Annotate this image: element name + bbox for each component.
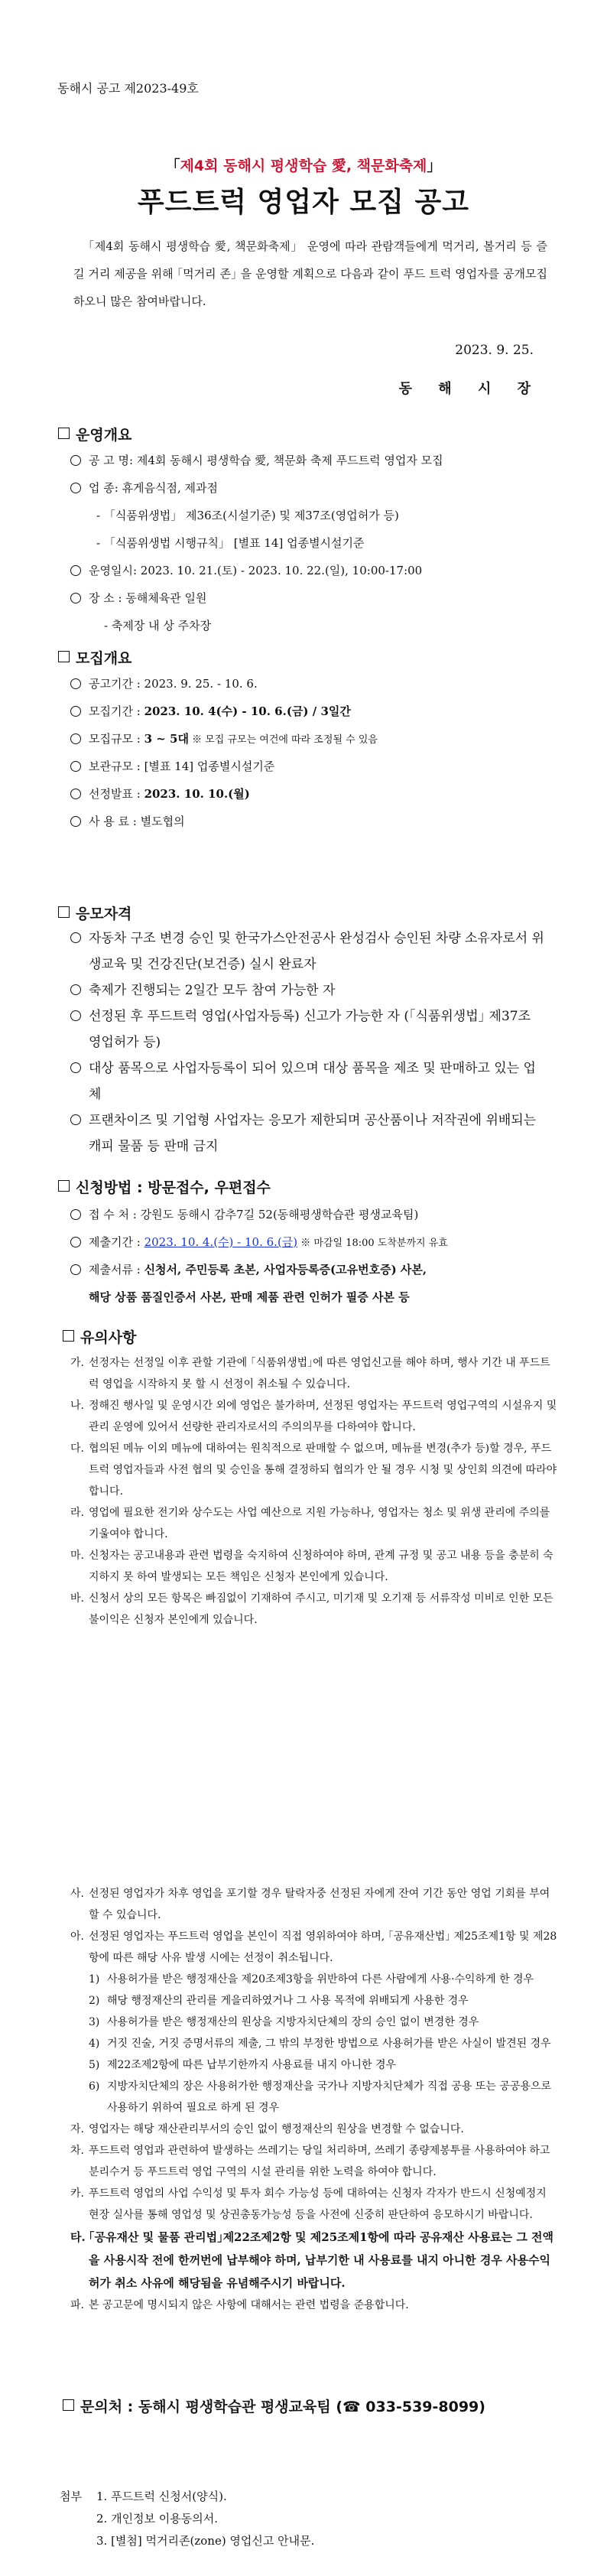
- contact-text: 문의처 : 동해시 평생학습관 평생교육팀 (☎ 033-539-8099): [80, 2399, 485, 2415]
- recruit-announce-value: 2023. 10. 10.(월): [144, 787, 250, 801]
- subtitle-open: 「: [165, 158, 180, 174]
- circle-bullet-icon: [70, 678, 81, 689]
- circle-bullet-icon: [70, 984, 81, 995]
- attachment-item: 3. [별첨] 먹거리존(zone) 영업신고 안내문.: [96, 2534, 315, 2548]
- recruit-text: 모집기간 :: [89, 704, 144, 718]
- circle-bullet-icon: [70, 733, 81, 744]
- apply-documents-cont: 해당 상품 품질인증서 사본, 판매 제품 관련 인허가 필증 사본 등: [89, 1290, 410, 1304]
- note-item: [70, 2183, 560, 2226]
- note-text: 선정된 영업자가 차후 영업을 포기할 경우 탈락자중 선정된 자에게 잔여 기간 동안 영업 기회를 부여할 수 있습니다.: [89, 1888, 550, 1921]
- section-operation-heading: [58, 424, 131, 444]
- op-item-datetime: [70, 563, 422, 578]
- note-subitem: [89, 1969, 560, 1990]
- attachments-block: [60, 2486, 314, 2552]
- apply-period: [70, 1234, 448, 1251]
- note-item: [70, 1352, 560, 1395]
- section-notes-heading: [63, 1326, 136, 1347]
- op-item-text: 장 소 : 동해체육관 일원: [89, 591, 207, 605]
- note-marker: 사.: [70, 1888, 84, 1900]
- section-eligibility-heading: [58, 903, 131, 923]
- apply-documents: [70, 1262, 427, 1277]
- note-marker: 가.: [70, 1357, 84, 1369]
- signer: 동 해 시 장: [398, 381, 541, 397]
- op-item-law2: - 「식품위생법 시행규칙」 [별표 14] 업종별시설기준: [96, 536, 365, 550]
- note-item: [70, 1438, 560, 1502]
- op-item-type: [70, 480, 218, 496]
- section-title: 신청방법 : 방문접수, 우편접수: [76, 1179, 271, 1196]
- apply-period-note: ※ 마감일 18:00 도착분까지 유효: [297, 1238, 448, 1249]
- note-subitem: [89, 2054, 560, 2076]
- attachments-list: [96, 2486, 314, 2552]
- note-marker: 3): [89, 2016, 100, 2028]
- recruit-storage-value: [별표 14] 업종별시설기준: [144, 759, 275, 773]
- note-text: 거짓 진술, 거짓 증명서류의 제출, 그 밖의 부정한 방법으로 사용허가를 받은 사실이 발견된 경우: [107, 2038, 551, 2050]
- note-item: [70, 2119, 560, 2140]
- note-marker: 라.: [70, 1507, 84, 1519]
- recruit-period-value: 2023. 10. 4(수) - 10. 6.(금) / 3일간: [144, 704, 351, 718]
- recruit-text: 공고기간 : 2023. 9. 25. - 10. 6.: [89, 677, 258, 691]
- circle-bullet-icon: [70, 761, 81, 772]
- section-title: 응모자격: [76, 906, 132, 922]
- section-title: 운영개요: [76, 427, 132, 444]
- apply-documents-value: 신청서, 주민등록 초본, 사업자등록증(고유번호증) 사본,: [144, 1263, 427, 1277]
- recruit-scale-value: 3 ~ 5대: [144, 732, 189, 746]
- op-item-law1: - 「식품위생법」 제36조(시설기준) 및 제37조(영업허가 등): [96, 509, 399, 522]
- notice-date: 2023. 9. 25.: [455, 343, 534, 358]
- note-marker: 다.: [70, 1442, 84, 1455]
- note-marker: 자.: [70, 2123, 84, 2135]
- attachments: [60, 2486, 314, 2552]
- circle-bullet-icon: [70, 1237, 81, 1247]
- section-apply-heading: [58, 1176, 271, 1197]
- note-item: [70, 1883, 560, 1926]
- note-marker: 차.: [70, 2145, 84, 2157]
- note-text: ｢공유재산 및 물품 관리법｣제22조제2항 및 제25조제1항에 따라 공유재산 사용료는 그 전액을 사용시작 전에 한꺼번에 납부해야 하며, 납부기한 내 사용료를 내지 아니한 경우 사용수익 허가 취소 사유에 해당됨을 유념해주시기 바랍니다.: [89, 2230, 554, 2290]
- eligibility-text: 대상 품목으로 사업자등록이 되어 있으며 대상 품목을 제조 및 판매하고 있는 업체: [89, 1061, 536, 1102]
- note-text: 신청서 상의 모든 항목은 빠짐없이 기재하여 주시고, 미기재 및 오기재 등 서류작성 미비로 인한 모든 불이익은 신청자 본인에게 있습니다.: [89, 1592, 553, 1626]
- note-text: 푸드트럭 영업의 사업 수익성 및 투자 회수 가능성 등에 대하여는 신청자 각자가 반드시 신청예정지 현장 실사를 통해 영업성 및 상권총동가능성 등을 사전에 신중히 판단하여 응모하시기 바랍니다.: [89, 2187, 547, 2221]
- note-text: 본 공고문에 명시되지 않은 사항에 대해서는 관련 법령을 준용합니다.: [89, 2299, 409, 2311]
- note-text: 영업자는 해당 재산관리부서의 승인 없이 행정재산의 원상을 변경할 수 없습니다.: [89, 2123, 464, 2135]
- apply-text: 제출기간 :: [89, 1235, 144, 1249]
- note-subitem: [89, 2033, 560, 2054]
- eligibility-item: [70, 925, 544, 977]
- note-item: [70, 1588, 560, 1631]
- note-text: 정해진 행사일 및 운영시간 외에 영업은 불가하며, 선정된 영업자는 푸드트럭 영업구역의 시설유지 및 관리 운영에 있어서 선량한 관리자로서의 주의의무를 다하여야 합니다.: [89, 1400, 557, 1433]
- recruit-text: 사 용 료 : 별도협의: [89, 815, 185, 828]
- note-text: 해당 행정재산의 관리를 게을리하였거나 그 사용 목적에 위배되게 사용한 경우: [107, 1995, 469, 2007]
- apply-office: [70, 1207, 418, 1222]
- recruit-storage: [70, 759, 274, 774]
- recruit-text: 선정발표 :: [89, 787, 144, 801]
- note-text: 푸드트럭 영업과 관련하여 발생하는 쓰레기는 당일 처리하며, 쓰레기 종량제봉투를 사용하여야 하고 분리수거 등 푸드트럭 영업 구역의 시설 관리를 위한 노력을 하여야 합니다.: [89, 2145, 550, 2178]
- note-text: 협의된 메뉴 이외 메뉴에 대하여는 원칙적으로 판매할 수 없으며, 메뉴를 변경(추가 등)할 경우, 푸드트럭 영업자들과 사전 협의 및 승인을 통해 결정하되 협의가 안 될 경우 시청 및 상인회 의견에 따라야 합니다.: [89, 1442, 557, 1498]
- eligibility-list: [70, 925, 544, 1160]
- op-item-parking: - 축제장 내 상 주차장: [104, 619, 212, 633]
- recruit-period: [70, 704, 351, 719]
- note-item: [70, 1545, 560, 1588]
- square-icon: [58, 428, 70, 439]
- festival-subtitle: [0, 154, 607, 175]
- circle-bullet-icon: [70, 1264, 81, 1275]
- section-title: 모집개요: [76, 650, 132, 667]
- eligibility-text: 선정된 후 푸드트럭 영업(사업자등록) 신고가 가능한 자 (｢식품위생법｣ 제37조 영업허가 등): [89, 1009, 531, 1050]
- note-subitem: [89, 2012, 560, 2033]
- note-subitem: [89, 2076, 560, 2119]
- circle-bullet-icon: [70, 1010, 81, 1021]
- note-marker: 타.: [70, 2230, 86, 2244]
- circle-bullet-icon: [70, 593, 81, 603]
- eligibility-text: 프랜차이즈 및 기업형 사업자는 응모가 제한되며 공산품이나 저작권에 위배되는 캐피 물품 등 판매 금지: [89, 1113, 537, 1154]
- recruit-notice-period: [70, 676, 258, 691]
- note-item: [70, 2140, 560, 2183]
- note-marker: 마.: [70, 1550, 84, 1562]
- note-text: 사용허가를 받은 행정재산을 제20조제3항을 위반하여 다른 사람에게 사용·수익하게 한 경우: [107, 1973, 534, 1986]
- recruit-scale: [70, 731, 378, 748]
- notes-list-continued: [70, 1883, 560, 2316]
- op-item-text: 운영일시: 2023. 10. 21.(토) - 2023. 10. 22.(일), 10:00-17:00: [89, 564, 423, 577]
- op-item-text: 업 종: 휴게음식점, 제과점: [89, 481, 219, 495]
- intro-paragraph: 「제4회 동해시 평생학습 愛, 책문화축제」 운영에 따라 관람객들에게 먹거리, 볼거리 등 즐길 거리 제공을 위해 ｢먹거리 존｣ 을 운영할 계획으로 다음과 같이 푸드 트럭 영업자를 공개모집하오니 많은 참여바랍니다.: [73, 239, 547, 308]
- circle-bullet-icon: [70, 816, 81, 827]
- square-icon: [58, 906, 70, 918]
- note-item: [70, 1926, 560, 1969]
- note-item: [70, 1395, 560, 1438]
- note-marker: 나.: [70, 1400, 84, 1412]
- note-item: [70, 1502, 560, 1545]
- attachment-item: 2. 개인정보 이용동의서.: [96, 2512, 219, 2526]
- document-number: 동해시 공고 제2023-49호: [57, 81, 199, 96]
- note-text: 선정된 영업자는 푸드트럭 영업을 본인이 직접 영위하여야 하며, ｢공유재산법｣ 제25조제1항 및 제28항에 따른 해당 사유 발생 시에는 선정이 취소됩니다.: [89, 1930, 557, 1964]
- square-icon: [58, 651, 70, 662]
- recruit-text: 모집규모 :: [89, 732, 144, 746]
- subtitle-festival-name: 제4회 동해시 평생학습 愛, 책문화축제: [180, 158, 427, 174]
- page-title: 푸드트럭 영업자 모집 공고: [137, 187, 470, 218]
- op-item-place: [70, 590, 207, 606]
- circle-bullet-icon: [70, 455, 81, 466]
- square-icon: [58, 1180, 70, 1192]
- note-text: 사용허가를 받은 행정재산의 원상을 지방자치단체의 장의 승인 없이 변경한 경우: [107, 2016, 479, 2028]
- recruit-fee: [70, 814, 185, 829]
- note-text: 신청자는 공고내용과 관련 법령을 숙지하여 신청하여야 하며, 관계 규정 및 공고 내용 등을 충분히 숙지하지 못 하여 발생되는 모든 책임은 신청자 본인에게 있습니다.: [89, 1550, 553, 1583]
- recruit-text: 보관규모 :: [89, 759, 144, 773]
- op-item-text: 공 고 명: 제4회 동해시 평생학습 愛, 책문화 축제 푸드트럭 영업자 모집: [89, 454, 443, 467]
- eligibility-item: [70, 977, 544, 1003]
- section-recruit-heading: [58, 647, 131, 668]
- attachment-item: 1. 푸드트럭 신청서(양식).: [96, 2490, 227, 2503]
- circle-bullet-icon: [70, 483, 81, 493]
- note-subitem: [89, 1990, 560, 2012]
- note-marker: 카.: [70, 2187, 84, 2200]
- eligibility-text: 축제가 진행되는 2일간 모두 참여 가능한 자: [89, 983, 336, 998]
- circle-bullet-icon: [70, 706, 81, 717]
- eligibility-text: 자동차 구조 변경 승인 및 한국가스안전공사 완성검사 승인된 차량 소유자로서 위생교육 및 건강진단(보건증) 실시 완료자: [89, 931, 544, 972]
- attachments-label: 첨부: [60, 2490, 82, 2503]
- note-marker: 1): [89, 1973, 100, 1986]
- apply-period-value: 2023. 10. 4.(수) - 10. 6.(금): [144, 1235, 298, 1249]
- circle-bullet-icon: [70, 1062, 81, 1073]
- note-marker: 2): [89, 1995, 100, 2007]
- contact-info: [63, 2395, 485, 2416]
- circle-bullet-icon: [70, 1209, 81, 1220]
- note-marker: 4): [89, 2038, 100, 2050]
- circle-bullet-icon: [70, 789, 81, 799]
- circle-bullet-icon: [70, 1114, 81, 1125]
- op-item-name: [70, 453, 443, 468]
- note-marker: 아.: [70, 1930, 84, 1943]
- apply-text: 제출서류 :: [89, 1263, 144, 1277]
- square-icon: [63, 2399, 74, 2411]
- note-text: 영업에 필요한 전기와 상수도는 사업 예산으로 지원 가능하나, 영업자는 청소 및 위생 관리에 주의를 기울여야 합니다.: [89, 1507, 550, 1540]
- eligibility-item: [70, 1003, 544, 1055]
- note-item-important: [70, 2226, 560, 2295]
- recruit-announce: [70, 786, 250, 802]
- circle-bullet-icon: [70, 932, 81, 943]
- section-title: 유의사항: [80, 1329, 137, 1346]
- note-text: 제22조제2항에 따른 납부기한까지 사용료를 내지 아니한 경우: [107, 2059, 396, 2071]
- note-marker: 파.: [70, 2299, 84, 2311]
- circle-bullet-icon: [70, 565, 81, 576]
- apply-text: 접 수 처 : 강원도 동해시 감추7길 52(동해평생학습관 평생교육팀): [89, 1208, 419, 1221]
- note-text: 선정자는 선정일 이후 관할 기관에 ｢식품위생법｣에 따른 영업신고를 해야 하며, 행사 기간 내 푸드트럭 영업을 시작하지 못 할 시 선정이 취소될 수 있습니다.: [89, 1357, 550, 1390]
- note-marker: 5): [89, 2059, 100, 2071]
- square-icon: [63, 1330, 74, 1342]
- subtitle-close: 」: [427, 158, 442, 174]
- note-text: 지방자치단체의 장은 사용허가한 행정재산을 국가나 지방자치단체가 직접 공용 또는 공공용으로 사용하기 위하여 필요로 하게 된 경우: [107, 2080, 552, 2114]
- eligibility-item: [70, 1055, 544, 1107]
- note-marker: 6): [89, 2080, 100, 2093]
- recruit-scale-note: ※ 모집 규모는 여건에 따라 조정될 수 있음: [188, 734, 378, 746]
- note-item: [70, 2295, 560, 2316]
- note-marker: 바.: [70, 1592, 84, 1605]
- notes-list: [70, 1352, 560, 1631]
- eligibility-item: [70, 1107, 544, 1160]
